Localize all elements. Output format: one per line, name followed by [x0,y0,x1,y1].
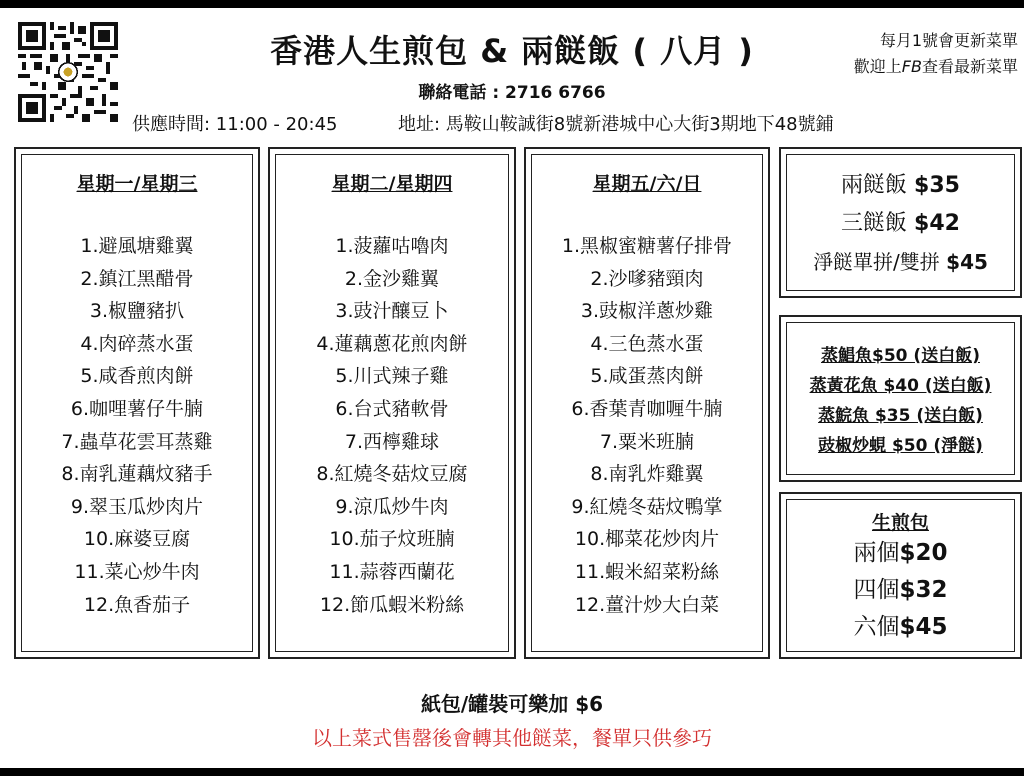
cola-addon: 紙包/罐裝可樂加 $6 [420,692,604,716]
dish-item: 4.蓮藕蔥花煎肉餅 [316,332,468,355]
phone-number: 聯絡電話 : 2716 6766 [418,83,606,103]
fish-item: 蒸鯇魚 $35 (送白飯) [818,406,983,426]
dish-list [526,230,768,621]
dish-item: 11.蒜蓉西蘭花 [329,560,455,583]
dish-item: 9.涼瓜炒牛肉 [335,495,449,518]
bun-price-two: 兩個$20 [853,540,948,566]
dish-item: 3.椒鹽豬扒 [89,300,185,323]
dish-item: 9.翠玉瓜炒肉片 [70,495,204,518]
dish-item: 7.粟米班腩 [599,430,695,453]
price-three-dishes: 三餸飯 $42 [841,211,960,236]
dish-item: 10.麻婆豆腐 [83,528,191,551]
dish-item: 8.南乳蓮藕炆豬手 [61,463,213,486]
dish-item: 12.節瓜蝦米粉絲 [319,593,465,616]
column-heading: 星期二/星期四 [331,173,453,195]
page-title: 香港人生煎包 & 兩餸飯 ( 八月 ) [270,32,754,70]
price-two-dishes: 兩餸飯 $35 [841,173,960,198]
steamed-fish-box [779,315,1022,482]
dish-item: 1.黑椒蜜糖薯仔排骨 [561,235,733,257]
menu-column-tue-thu [268,147,516,659]
dish-item: 5.咸蛋蒸肉餅 [590,365,704,388]
price-dishes-only: 淨餸單拼/雙拼 $45 [813,250,988,274]
menu-sheet [0,8,1024,768]
dish-item: 9.紅燒冬菇炆鴨掌 [571,495,723,518]
dish-item: 6.咖哩薯仔牛腩 [70,397,204,420]
dish-list [16,230,258,621]
fish-item: 蒸黃花魚 $40 (送白飯) [809,376,992,396]
notice-line-2: 歡迎上FB查看最新菜單 [853,57,1018,76]
dish-item: 5.川式辣子雞 [335,365,449,388]
column-heading: 星期一/星期三 [76,173,198,195]
dish-item: 11.菜心炒牛肉 [74,560,200,583]
bun-price-four: 四個$32 [853,577,948,603]
dish-item: 7.蟲草花雲耳蒸雞 [61,430,213,453]
dish-item: 7.西檸雞球 [344,430,440,453]
pan-fried-bun-box [779,492,1022,659]
sold-out-note: 以上菜式售罄後會轉其他餸菜，餐單只供參巧 [312,726,712,750]
notice-line-1: 每月1號會更新菜單 [879,31,1018,50]
bun-heading: 生煎包 [871,512,929,534]
dish-item: 4.肉碎蒸水蛋 [80,332,194,355]
dish-item: 2.金沙雞翼 [344,267,440,290]
dish-item: 2.沙嗲豬頸肉 [590,267,704,290]
dish-item: 1.避風塘雞翼 [80,235,194,257]
dish-item: 10.椰菜花炒肉片 [574,528,720,551]
dish-item: 6.台式豬軟骨 [335,397,449,420]
dish-item: 1.菠蘿咕嚕肉 [335,235,449,257]
dish-item: 11.蝦米紹菜粉絲 [574,560,720,583]
fish-item: 豉椒炒蜆 $50 (淨餸) [818,436,983,456]
facebook-link: FB [901,57,922,76]
bun-price-six: 六個$45 [853,614,948,640]
rice-price-box [779,147,1022,298]
shop-address: 地址: 馬鞍山鞍誠街8號新港城中心大街3期地下48號鋪 [398,114,834,135]
update-notice [854,28,1018,80]
dish-list [270,230,514,621]
menu-column-fri-sun [524,147,770,659]
dish-item: 12.魚香茄子 [83,593,191,616]
dish-item: 6.香葉青咖喱牛腩 [571,397,723,420]
dish-item: 10.茄子炆班腩 [329,528,455,551]
dish-item: 3.豉椒洋蔥炒雞 [580,300,714,323]
dish-item: 12.薑汁炒大白菜 [574,593,720,616]
dish-item: 2.鎮江黑醋骨 [80,267,194,290]
dish-item: 4.三色蒸水蛋 [590,332,704,355]
dish-item: 8.紅燒冬菇炆豆腐 [316,463,468,486]
dish-item: 5.咸香煎肉餅 [80,365,194,388]
fish-item: 蒸鯧魚$50 (送白飯) [821,346,980,366]
menu-column-mon-wed [14,147,260,659]
dish-item: 3.豉汁釀豆卜 [335,300,449,323]
column-heading: 星期五/六/日 [592,173,702,195]
opening-hours: 供應時間: 11:00 - 20:45 [132,114,338,135]
dish-item: 8.南乳炸雞翼 [590,463,704,486]
